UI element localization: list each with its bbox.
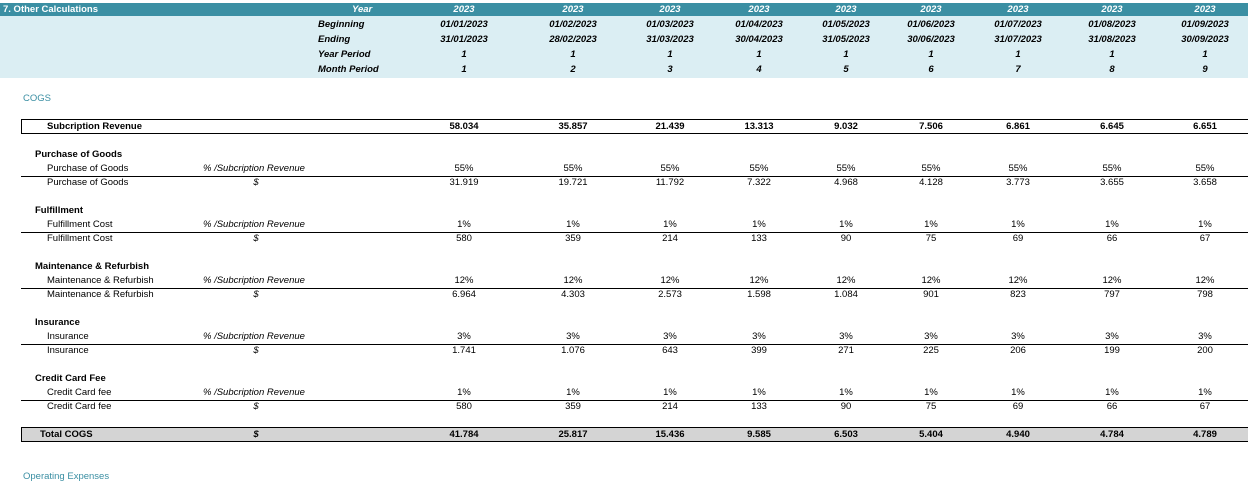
group-amount-value: 1.598 bbox=[747, 289, 771, 300]
total-cogs-value: 9.585 bbox=[747, 429, 771, 440]
group-amount-value: 4.303 bbox=[561, 289, 585, 300]
group-pct-value: 1% bbox=[752, 387, 766, 398]
subscription-revenue-box bbox=[21, 119, 1248, 134]
period-begin: 01/04/2023 bbox=[735, 19, 783, 30]
period-end: 30/09/2023 bbox=[1181, 34, 1229, 45]
group-pct-value: 12% bbox=[921, 275, 941, 286]
subscription-revenue-value: 21.439 bbox=[655, 121, 685, 132]
group-pct-label: Maintenance & Refurbish bbox=[47, 275, 154, 286]
group-pct-value: 3% bbox=[566, 331, 580, 342]
period-month-period: 7 bbox=[1015, 64, 1021, 75]
total-cogs-unit: $ bbox=[253, 429, 259, 440]
group-pct-value: 55% bbox=[1008, 163, 1028, 174]
group-pct-value: 55% bbox=[563, 163, 583, 174]
period-end: 31/03/2023 bbox=[646, 34, 694, 45]
period-month-period: 1 bbox=[461, 64, 467, 75]
subscription-revenue-label: Subcription Revenue bbox=[47, 121, 143, 132]
group-pct-value: 55% bbox=[749, 163, 769, 174]
group-pct-value: 1% bbox=[752, 219, 766, 230]
group-amount-value: 580 bbox=[456, 401, 472, 412]
group-pct-value: 1% bbox=[839, 219, 853, 230]
group-pct-value: 12% bbox=[1008, 275, 1028, 286]
group-amount-value: 200 bbox=[1197, 345, 1213, 356]
group-divider bbox=[21, 288, 1248, 289]
group-pct-value: 1% bbox=[457, 219, 471, 230]
group-amount-value: 3.658 bbox=[1193, 177, 1217, 188]
subscription-revenue-value: 13.313 bbox=[744, 121, 774, 132]
group-amount-value: 798 bbox=[1197, 289, 1213, 300]
subscription-revenue-value: 6.651 bbox=[1193, 121, 1217, 132]
group-title: Fulfillment bbox=[35, 205, 84, 216]
group-amount-value: 271 bbox=[838, 345, 854, 356]
group-amount-label: Insurance bbox=[47, 345, 89, 356]
group-amount-unit: $ bbox=[253, 345, 259, 356]
period-year-period: 1 bbox=[461, 49, 467, 60]
header-row-label: Ending bbox=[318, 34, 351, 45]
period-month-period: 5 bbox=[843, 64, 849, 75]
period-begin: 01/06/2023 bbox=[907, 19, 955, 30]
group-pct-value: 3% bbox=[839, 331, 853, 342]
group-pct-value: 55% bbox=[1102, 163, 1122, 174]
group-amount-value: 199 bbox=[1104, 345, 1120, 356]
group-pct-value: 1% bbox=[1105, 387, 1119, 398]
group-amount-value: 1.076 bbox=[561, 345, 585, 356]
group-pct-label: Fulfillment Cost bbox=[47, 219, 113, 230]
group-amount-value: 66 bbox=[1106, 233, 1118, 244]
section-title: 7. Other Calculations bbox=[3, 4, 99, 15]
group-pct-value: 1% bbox=[566, 387, 580, 398]
period-month-period: 6 bbox=[928, 64, 934, 75]
total-cogs-value: 4.940 bbox=[1006, 429, 1030, 440]
period-month-period: 2 bbox=[570, 64, 576, 75]
group-pct-unit: % /Subcription Revenue bbox=[203, 331, 305, 342]
total-cogs-value: 41.784 bbox=[449, 429, 479, 440]
group-amount-unit: $ bbox=[253, 289, 259, 300]
period-year: 2023 bbox=[562, 4, 584, 15]
group-pct-unit: % /Subcription Revenue bbox=[203, 163, 305, 174]
group-amount-value: 580 bbox=[456, 233, 472, 244]
group-pct-value: 3% bbox=[1105, 331, 1119, 342]
group-amount-value: 19.721 bbox=[558, 177, 588, 188]
period-end: 31/08/2023 bbox=[1088, 34, 1136, 45]
group-pct-value: 12% bbox=[454, 275, 474, 286]
period-end: 31/01/2023 bbox=[440, 34, 488, 45]
group-pct-value: 12% bbox=[749, 275, 769, 286]
group-amount-value: 359 bbox=[565, 401, 581, 412]
operating-expenses-title: Operating Expenses bbox=[23, 471, 110, 482]
group-pct-value: 3% bbox=[1011, 331, 1025, 342]
period-begin: 01/09/2023 bbox=[1181, 19, 1229, 30]
total-cogs-box bbox=[21, 427, 1248, 442]
period-begin: 01/02/2023 bbox=[549, 19, 597, 30]
group-amount-label: Purchase of Goods bbox=[47, 177, 129, 188]
group-pct-value: 55% bbox=[1195, 163, 1215, 174]
period-begin: 01/01/2023 bbox=[440, 19, 488, 30]
group-amount-value: 399 bbox=[751, 345, 767, 356]
group-pct-value: 12% bbox=[660, 275, 680, 286]
period-year-period: 1 bbox=[756, 49, 762, 60]
period-begin: 01/03/2023 bbox=[646, 19, 694, 30]
group-pct-label: Credit Card fee bbox=[47, 387, 112, 398]
group-amount-unit: $ bbox=[253, 233, 259, 244]
group-divider bbox=[21, 344, 1248, 345]
group-amount-label: Fulfillment Cost bbox=[47, 233, 113, 244]
group-amount-label: Maintenance & Refurbish bbox=[47, 289, 154, 300]
period-year: 2023 bbox=[835, 4, 857, 15]
group-amount-value: 31.919 bbox=[449, 177, 479, 188]
period-year: 2023 bbox=[748, 4, 770, 15]
period-year: 2023 bbox=[1007, 4, 1029, 15]
group-pct-label: Purchase of Goods bbox=[47, 163, 129, 174]
group-pct-unit: % /Subcription Revenue bbox=[203, 275, 305, 286]
group-pct-value: 1% bbox=[924, 387, 938, 398]
total-cogs-value: 15.436 bbox=[655, 429, 685, 440]
group-amount-value: 133 bbox=[751, 401, 767, 412]
period-year-period: 1 bbox=[1109, 49, 1115, 60]
group-pct-value: 12% bbox=[1195, 275, 1215, 286]
group-pct-value: 1% bbox=[839, 387, 853, 398]
total-cogs-value: 4.789 bbox=[1193, 429, 1217, 440]
group-amount-unit: $ bbox=[253, 177, 259, 188]
group-amount-value: 643 bbox=[662, 345, 678, 356]
group-pct-value: 12% bbox=[563, 275, 583, 286]
group-amount-value: 797 bbox=[1104, 289, 1120, 300]
subscription-revenue-value: 7.506 bbox=[919, 121, 943, 132]
group-pct-value: 1% bbox=[566, 219, 580, 230]
group-amount-value: 6.964 bbox=[452, 289, 476, 300]
period-year: 2023 bbox=[453, 4, 475, 15]
period-year-period: 1 bbox=[843, 49, 849, 60]
group-amount-value: 206 bbox=[1010, 345, 1026, 356]
group-amount-value: 4.128 bbox=[919, 177, 943, 188]
group-pct-value: 3% bbox=[752, 331, 766, 342]
group-pct-value: 1% bbox=[1011, 219, 1025, 230]
group-amount-value: 3.773 bbox=[1006, 177, 1030, 188]
header-bar bbox=[0, 3, 1248, 16]
group-amount-value: 75 bbox=[925, 401, 937, 412]
group-amount-value: 67 bbox=[1199, 233, 1211, 244]
group-amount-value: 90 bbox=[840, 401, 852, 412]
group-pct-unit: % /Subcription Revenue bbox=[203, 387, 305, 398]
header-row-label: Year Period bbox=[318, 49, 371, 60]
group-pct-value: 55% bbox=[454, 163, 474, 174]
group-amount-label: Credit Card fee bbox=[47, 401, 112, 412]
period-end: 30/04/2023 bbox=[735, 34, 783, 45]
group-pct-value: 3% bbox=[663, 331, 677, 342]
group-pct-value: 1% bbox=[1198, 219, 1212, 230]
group-amount-value: 11.792 bbox=[655, 177, 685, 188]
group-pct-value: 1% bbox=[924, 219, 938, 230]
header-band bbox=[0, 16, 1248, 78]
total-cogs-label: Total COGS bbox=[40, 429, 93, 440]
group-pct-label: Insurance bbox=[47, 331, 89, 342]
group-amount-value: 66 bbox=[1106, 401, 1118, 412]
group-amount-value: 225 bbox=[923, 345, 939, 356]
group-pct-value: 3% bbox=[457, 331, 471, 342]
group-pct-value: 55% bbox=[660, 163, 680, 174]
header-row-label: Month Period bbox=[318, 64, 379, 75]
group-pct-value: 1% bbox=[1105, 219, 1119, 230]
group-pct-unit: % /Subcription Revenue bbox=[203, 219, 305, 230]
group-amount-value: 69 bbox=[1012, 233, 1024, 244]
period-year: 2023 bbox=[1194, 4, 1216, 15]
group-pct-value: 12% bbox=[836, 275, 856, 286]
period-begin: 01/05/2023 bbox=[822, 19, 870, 30]
group-divider bbox=[21, 176, 1248, 177]
group-amount-value: 1.741 bbox=[452, 345, 476, 356]
group-amount-value: 4.968 bbox=[834, 177, 858, 188]
period-year-period: 1 bbox=[928, 49, 934, 60]
period-end: 31/05/2023 bbox=[822, 34, 870, 45]
group-amount-value: 359 bbox=[565, 233, 581, 244]
group-amount-unit: $ bbox=[253, 401, 259, 412]
period-begin: 01/08/2023 bbox=[1088, 19, 1136, 30]
cogs-section-title: COGS bbox=[23, 93, 51, 104]
total-cogs-value: 4.784 bbox=[1100, 429, 1124, 440]
total-cogs-value: 6.503 bbox=[834, 429, 858, 440]
period-begin: 01/07/2023 bbox=[994, 19, 1042, 30]
header-row-label: Year bbox=[352, 4, 373, 15]
period-year-period: 1 bbox=[667, 49, 673, 60]
group-title: Maintenance & Refurbish bbox=[35, 261, 150, 272]
period-month-period: 3 bbox=[667, 64, 673, 75]
group-pct-value: 1% bbox=[663, 387, 677, 398]
group-amount-value: 75 bbox=[925, 233, 937, 244]
group-title: Credit Card Fee bbox=[35, 373, 106, 384]
group-pct-value: 3% bbox=[924, 331, 938, 342]
group-amount-value: 214 bbox=[662, 233, 678, 244]
group-amount-value: 7.322 bbox=[747, 177, 771, 188]
group-pct-value: 12% bbox=[1102, 275, 1122, 286]
period-month-period: 4 bbox=[756, 64, 762, 75]
period-end: 28/02/2023 bbox=[549, 34, 597, 45]
group-amount-value: 133 bbox=[751, 233, 767, 244]
subscription-revenue-value: 9.032 bbox=[834, 121, 858, 132]
group-pct-value: 55% bbox=[921, 163, 941, 174]
group-pct-value: 3% bbox=[1198, 331, 1212, 342]
subscription-revenue-value: 6.645 bbox=[1100, 121, 1124, 132]
group-amount-value: 2.573 bbox=[658, 289, 682, 300]
period-year-period: 1 bbox=[1202, 49, 1208, 60]
period-year-period: 1 bbox=[570, 49, 576, 60]
group-pct-value: 55% bbox=[836, 163, 856, 174]
period-end: 31/07/2023 bbox=[994, 34, 1042, 45]
group-pct-value: 1% bbox=[663, 219, 677, 230]
period-year: 2023 bbox=[659, 4, 681, 15]
group-divider bbox=[21, 232, 1248, 233]
total-cogs-value: 25.817 bbox=[558, 429, 588, 440]
group-amount-value: 3.655 bbox=[1100, 177, 1124, 188]
group-amount-value: 90 bbox=[840, 233, 852, 244]
total-cogs-value: 5.404 bbox=[919, 429, 943, 440]
group-amount-value: 1.084 bbox=[834, 289, 858, 300]
period-month-period: 8 bbox=[1109, 64, 1115, 75]
group-amount-value: 901 bbox=[923, 289, 939, 300]
period-year: 2023 bbox=[1101, 4, 1123, 15]
subscription-revenue-value: 35.857 bbox=[558, 121, 588, 132]
period-year-period: 1 bbox=[1015, 49, 1021, 60]
group-title: Purchase of Goods bbox=[35, 149, 123, 160]
group-amount-value: 69 bbox=[1012, 401, 1024, 412]
period-year: 2023 bbox=[920, 4, 942, 15]
period-end: 30/06/2023 bbox=[907, 34, 955, 45]
subscription-revenue-value: 58.034 bbox=[449, 121, 479, 132]
period-month-period: 9 bbox=[1202, 64, 1208, 75]
group-pct-value: 1% bbox=[457, 387, 471, 398]
subscription-revenue-value: 6.861 bbox=[1006, 121, 1030, 132]
group-amount-value: 823 bbox=[1010, 289, 1026, 300]
group-pct-value: 1% bbox=[1198, 387, 1212, 398]
group-amount-value: 214 bbox=[662, 401, 678, 412]
group-pct-value: 1% bbox=[1011, 387, 1025, 398]
header-row-label: Beginning bbox=[318, 19, 365, 30]
group-divider bbox=[21, 400, 1248, 401]
group-title: Insurance bbox=[35, 317, 80, 328]
group-amount-value: 67 bbox=[1199, 401, 1211, 412]
